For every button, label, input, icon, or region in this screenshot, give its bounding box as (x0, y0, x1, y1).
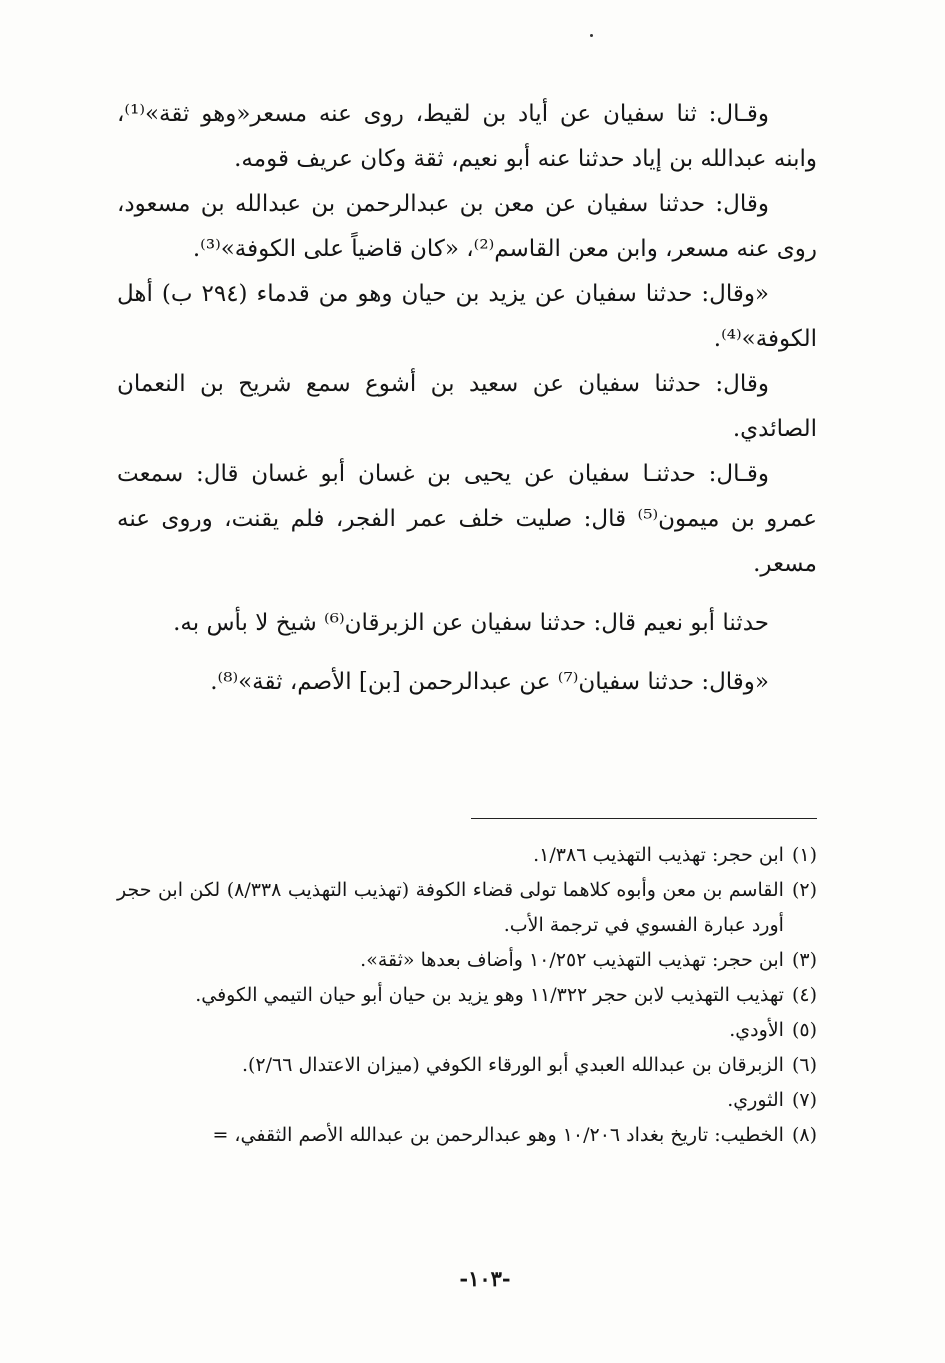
footnote-separator (471, 818, 817, 819)
footnote-number: (٢) (791, 879, 817, 901)
paragraph-7: «وقال: حدثنا سفيان⁽⁷⁾ عن عبدالرحمن [بن] الأصم، ثقة»⁽⁸⁾. (210, 669, 769, 695)
footnote-5 (117, 1013, 817, 1048)
footnote-8 (117, 1118, 817, 1153)
footnote-1 (117, 838, 817, 873)
paragraph-6: حدثنا أبو نعيم قال: حدثنا سفيان عن الزبرقان⁽⁶⁾ شيخ لا بأس به. (173, 610, 769, 636)
footnote-number: (٣) (791, 949, 817, 971)
ink-dot (590, 34, 593, 37)
footnote-text: ابن حجر: تهذيب التهذيب ١٠/٢٥٢ وأضاف بعدها «ثقة». (360, 949, 784, 971)
footnote-number: (٥) (791, 1019, 817, 1041)
footnote-text: الثوري. (727, 1089, 784, 1111)
paragraph-3: «وقال: حدثنا سفيان عن يزيد بن حيان وهو من قدماء (٢٩٤ ب) أهل الكوفة»⁽⁴⁾. (117, 281, 817, 352)
main-text (117, 92, 817, 705)
page-number: -١٠٣- (459, 1266, 511, 1291)
footnote-number: (٧) (791, 1089, 817, 1111)
footnote-7 (117, 1083, 817, 1118)
paragraph-5: وقـال: حدثنـا سفيان عن يحيى بن غسان أبو غسان قال: سمعت عمرو بن ميمون⁽⁵⁾ قال: صليت خلف عمر الفجر، فلم يقنت، وروى عنه مسعر. (117, 461, 817, 577)
footnote-text: تهذيب التهذيب لابن حجر ١١/٣٢٢ وهو يزيد بن حيان أبو حيان التيمي الكوفي. (195, 984, 784, 1006)
paragraph-1: وقـال: ثنا سفيان عن أياد بن لقيط، روى عنه مسعر«وهو ثقة»⁽¹⁾، وابنه عبدالله بن إياد حدثنا عنه أبو نعيم، ثقة وكان عريف قومه. (117, 101, 817, 172)
paragraph-2: وقال: حدثنا سفيان عن معن بن عبدالرحمن بن عبدالله بن مسعود، روى عنه مسعر، وابن معن القاسم⁽²⁾، «كان قاضياً على الكوفة»⁽³⁾. (117, 191, 817, 262)
footnote-3 (117, 943, 817, 978)
footnote-4 (117, 978, 817, 1013)
footnote-6 (117, 1048, 817, 1083)
footnote-text: الخطيب: تاريخ بغداد ١٠/٢٠٦ وهو عبدالرحمن بن عبدالله الأصم الثقفي، = (212, 1124, 784, 1146)
footnote-text: ابن حجر: تهذيب التهذيب ١/٣٨٦. (533, 844, 784, 866)
footnote-text: القاسم بن معن وأبوه كلاهما تولى قضاء الكوفة (تهذيب التهذيب ٨/٣٣٨) لكن ابن حجر أورد عبارة الفسوي في ترجمة الأب. (117, 879, 784, 936)
footnote-number: (١) (791, 844, 817, 866)
footnotes (117, 838, 817, 1153)
footnote-number: (٨) (791, 1124, 817, 1146)
paragraph-4: وقال: حدثنا سفيان عن سعيد بن أشوع سمع شريح بن النعمان الصائدي. (117, 371, 817, 442)
footnote-2 (117, 873, 817, 943)
footnote-number: (٤) (791, 984, 817, 1006)
footnote-number: (٦) (791, 1054, 817, 1076)
footnote-text: الزبرقان بن عبدالله العبدي أبو الورقاء الكوفي (ميزان الاعتدال ٢/٦٦). (241, 1054, 784, 1076)
footnote-text: الأودي. (729, 1019, 784, 1041)
